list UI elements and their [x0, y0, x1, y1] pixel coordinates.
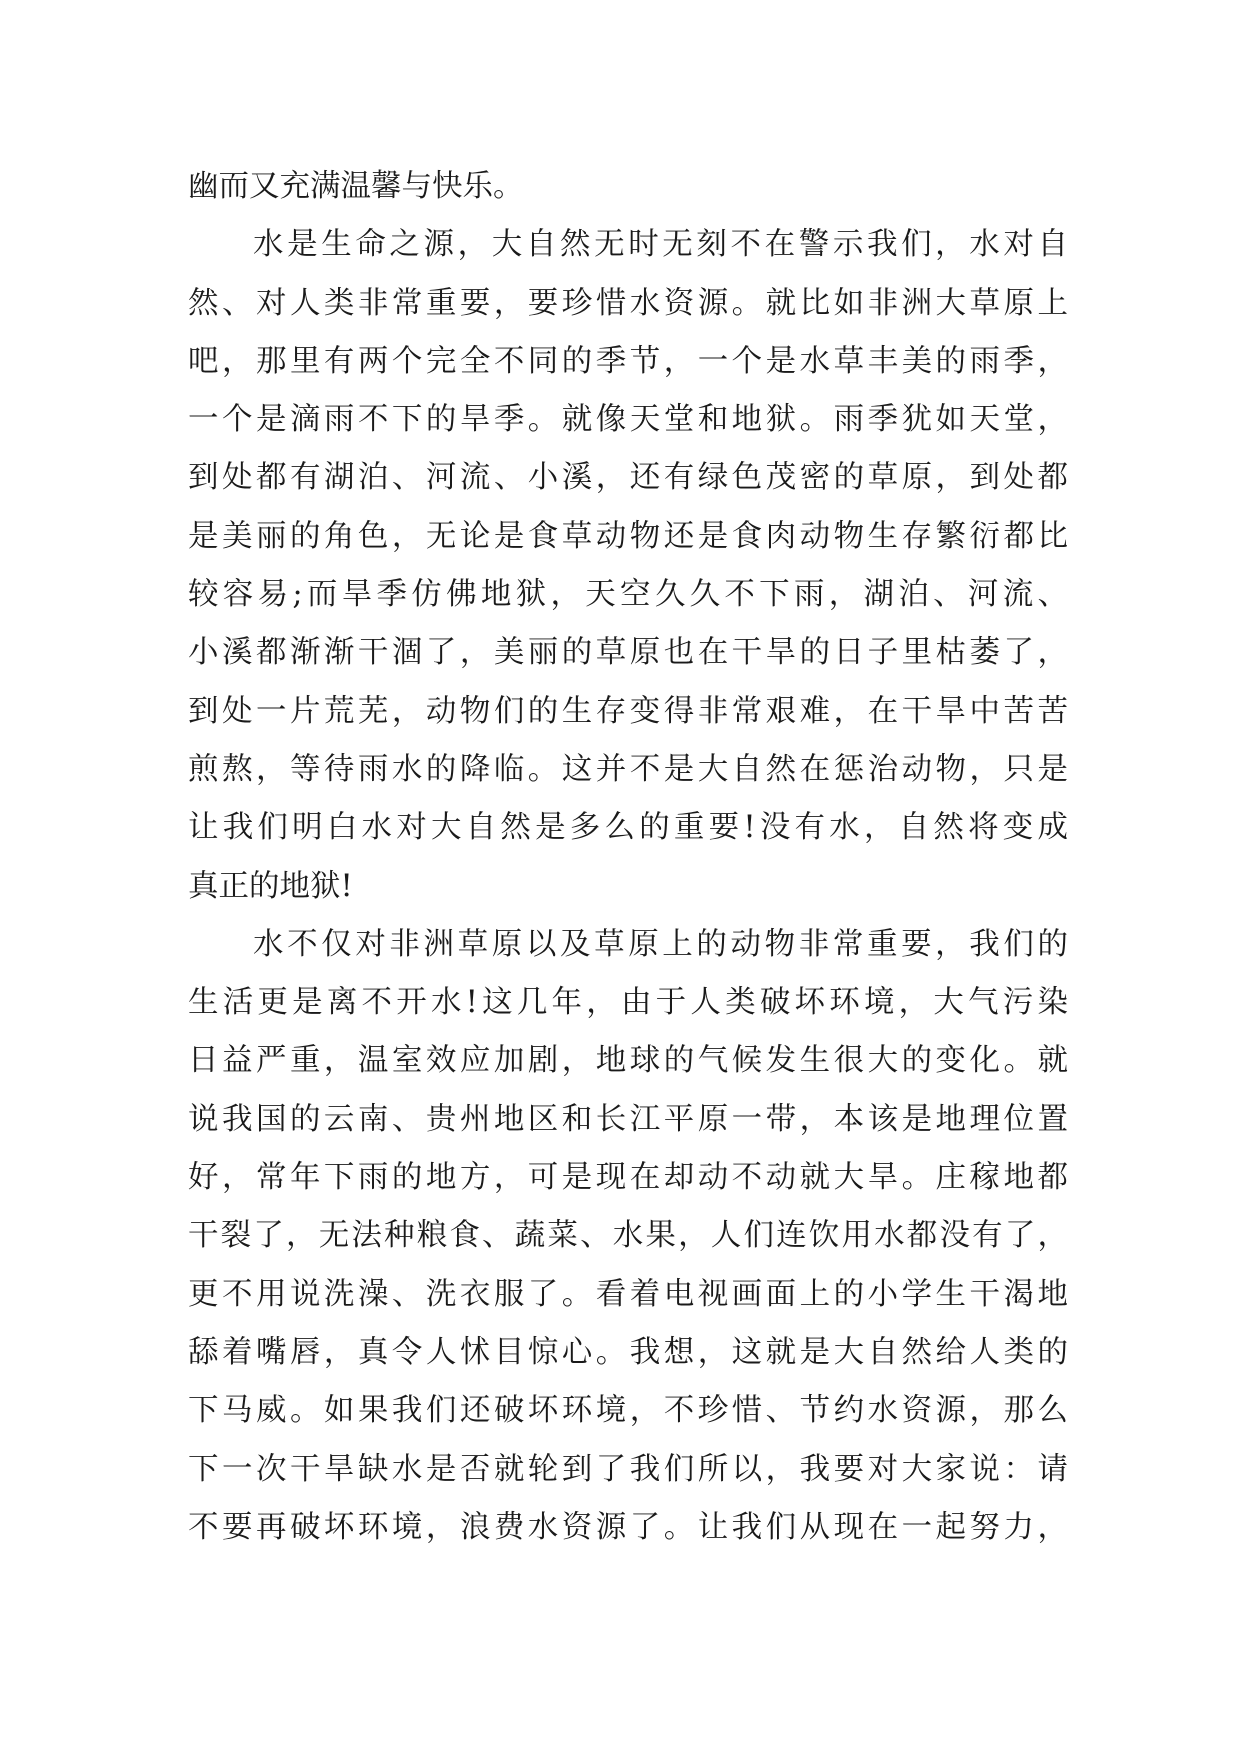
text-line: 一个是滴雨不下的旱季。就像天堂和地狱。雨季犹如天堂，	[188, 402, 1068, 438]
text-line: 然、对人类非常重要，要珍惜水资源。就比如非洲大草原上	[188, 285, 1068, 321]
text-line: 干裂了，无法种粮食、蔬菜、水果，人们连饮用水都没有了，	[188, 1218, 1068, 1254]
text-line: 幽而又充满温馨与快乐。	[188, 169, 524, 204]
paragraph-first-line: 水不仅对非洲草原以及草原上的动物非常重要，我们的	[253, 926, 1068, 962]
paragraph-first-line: 水是生命之源，大自然无时无刻不在警示我们，水对自	[253, 227, 1068, 263]
text-line: 日益严重，温室效应加剧，地球的气候发生很大的变化。就	[188, 1043, 1068, 1079]
text-line: 下一次干旱缺水是否就轮到了我们所以，我要对大家说：请	[188, 1451, 1068, 1487]
body-text	[188, 158, 1068, 1557]
text-line: 到处都有湖泊、河流、小溪，还有绿色茂密的草原，到处都	[188, 460, 1068, 496]
text-line: 较容易;而旱季仿佛地狱，天空久久不下雨，湖泊、河流、	[188, 577, 1068, 613]
text-line: 煎熬，等待雨水的降临。这并不是大自然在惩治动物，只是	[188, 751, 1068, 787]
text-line: 吧，那里有两个完全不同的季节，一个是水草丰美的雨季，	[188, 343, 1068, 379]
text-line: 真正的地狱!	[188, 868, 353, 904]
text-line: 到处一片荒芜，动物们的生存变得非常艰难，在干旱中苦苦	[188, 693, 1068, 729]
text-line: 下马威。如果我们还破坏环境，不珍惜、节约水资源，那么	[188, 1393, 1068, 1429]
text-line: 好，常年下雨的地方，可是现在却动不动就大旱。庄稼地都	[188, 1160, 1068, 1196]
text-line: 生活更是离不开水!这几年，由于人类破坏环境，大气污染	[188, 985, 1068, 1021]
text-line: 舔着嘴唇，真令人怵目惊心。我想，这就是大自然给人类的	[188, 1334, 1068, 1370]
text-line: 让我们明白水对大自然是多么的重要!没有水，自然将变成	[188, 810, 1068, 846]
text-line: 说我国的云南、贵州地区和长江平原一带，本该是地理位置	[188, 1101, 1068, 1137]
text-line: 是美丽的角色，无论是食草动物还是食肉动物生存繁衍都比	[188, 518, 1068, 554]
text-line: 更不用说洗澡、洗衣服了。看着电视画面上的小学生干渴地	[188, 1276, 1068, 1312]
text-line: 不要再破坏环境，浪费水资源了。让我们从现在一起努力，	[188, 1509, 1068, 1545]
text-line: 小溪都渐渐干涸了，美丽的草原也在干旱的日子里枯萎了，	[188, 635, 1068, 671]
